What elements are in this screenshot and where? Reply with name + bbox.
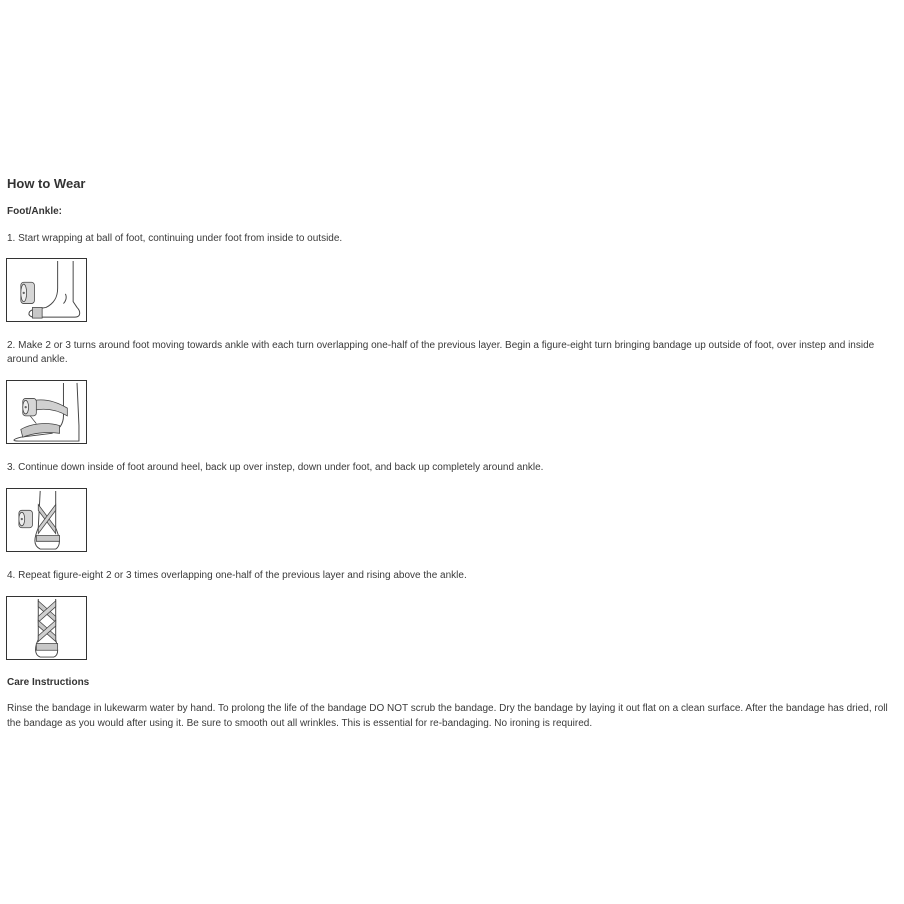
- step-4-illustration: [6, 596, 87, 660]
- care-instructions-title: Care Instructions: [7, 677, 90, 688]
- step-2-illustration: [6, 380, 87, 444]
- section-title: Foot/Ankle:: [7, 206, 62, 217]
- step-4-text: 4. Repeat figure-eight 2 or 3 times overlapping one-half of the previous layer and rising above the ankle.: [7, 570, 467, 581]
- step-1-illustration: [6, 258, 87, 322]
- step-2-text: 2. Make 2 or 3 turns around foot moving towards ankle with each turn overlapping one-half of the previous layer. Begin a figure-eight turn bringing bandage up outside of foot, over instep and inside around ankle.: [7, 340, 875, 365]
- foot-wrap-step-2-icon: [7, 381, 86, 443]
- step-3-text: 3. Continue down inside of foot around heel, back up over instep, down under foot, and back up completely around ankle.: [7, 462, 544, 473]
- foot-wrap-step-4-icon: [7, 597, 86, 659]
- step-1-text: 1. Start wrapping at ball of foot, continuing under foot from inside to outside.: [7, 233, 343, 244]
- step-3-illustration: [6, 488, 87, 552]
- foot-wrap-step-1-icon: [7, 259, 86, 321]
- page-title: How to Wear: [7, 176, 86, 191]
- foot-wrap-step-3-icon: [7, 489, 86, 551]
- care-instructions-text: Rinse the bandage in lukewarm water by hand. To prolong the life of the bandage DO NOT scrub the bandage. Dry the bandage by laying it out flat on a clean surface. After the bandage has dried, roll the bandage as you would after using it. Be sure to smooth out all wrinkles. This is essential for re-bandaging. No ironing is required.: [7, 703, 888, 729]
